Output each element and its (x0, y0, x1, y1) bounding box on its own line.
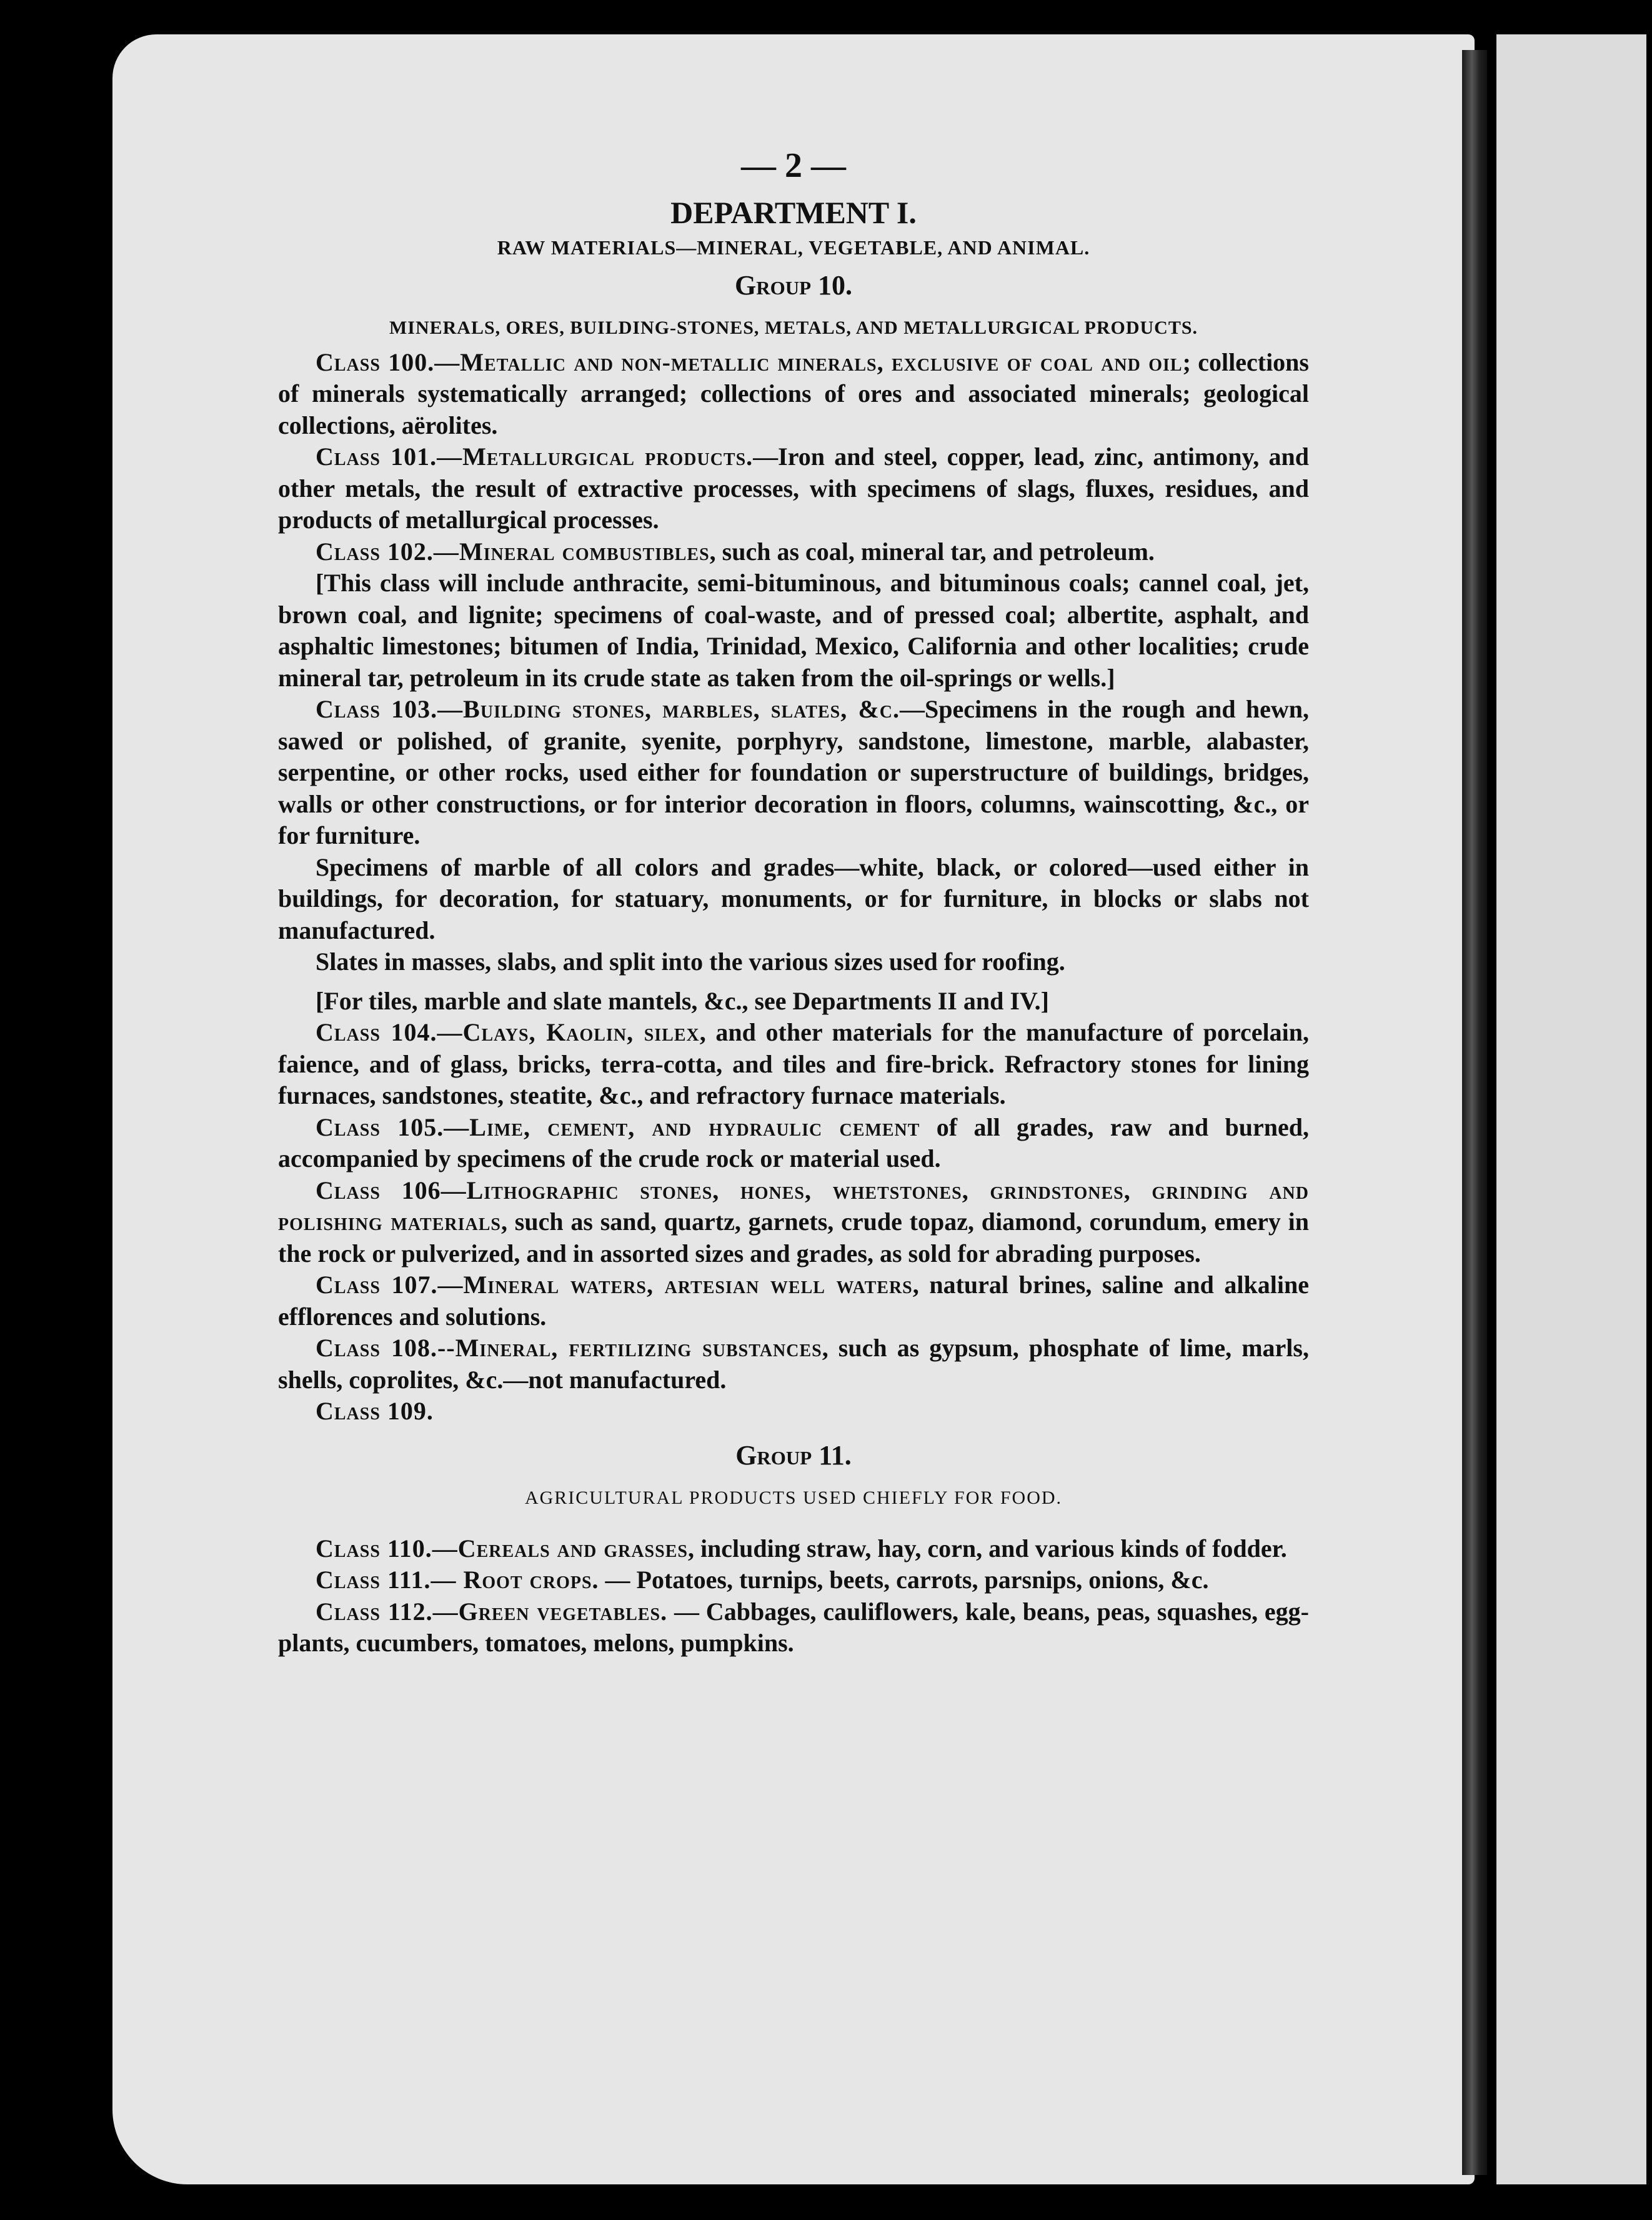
class-description: , and other materials for the manufacture of porcelain, faience, and of glass, bricks, terra-cotta, and tiles and fire-brick. Refractory stones for lining furnaces, sandstones, steatite, &c., and refractory furnace materials. (278, 1018, 1310, 1109)
class-title: Mineral, fertilizing substances (455, 1334, 822, 1362)
class-number: Class 100.— (316, 348, 460, 376)
class-description: , such as sand, quartz, garnets, crude topaz, diamond, corundum, emery in the rock or pulverized, and in assorted sizes and grades, as sold for abrading purposes. (278, 1208, 1309, 1268)
class-number: Class 104.— (316, 1018, 463, 1046)
group-10-entry (278, 1175, 1309, 1270)
class-number: Class 108.-- (316, 1334, 455, 1362)
class-number: Class 106— (316, 1176, 467, 1204)
class-title: Lime, cement, and hydraulic cement (469, 1112, 920, 1141)
department-subtitle: RAW MATERIALS—MINERAL, VEGETABLE, AND ANIMAL. (497, 236, 1090, 259)
group-10-entry (278, 568, 1309, 694)
class-title: Lithographic stones, hones, whetstones, grindstones, grinding and polishing materials (278, 1176, 1309, 1236)
group-11-subtitle: AGRICULTURAL PRODUCTS USED CHIEFLY FOR FOOD. (524, 1488, 1063, 1508)
class-title: Metallic and non-metallic minerals, exclusive of coal and oil (460, 348, 1183, 376)
group-11-entry (278, 1533, 1309, 1565)
class-description: , such as gypsum, phosphate of lime, marls, shells, coprolites, &c.—not manufactured. (278, 1334, 1309, 1394)
class-description: , such as coal, mineral tar, and petroleum. (709, 537, 1155, 566)
class-title: Mineral combustibles (459, 537, 710, 566)
group-10-entry (278, 1396, 1309, 1428)
class-number: Class 102.— (316, 537, 459, 566)
class-description: Slates in masses, slabs, and split into the various sizes used for roofing. (316, 948, 1065, 976)
class-description: of all grades, raw and burned, accompanied by specimens of the crude rock or material used. (278, 1112, 1310, 1172)
class-description: ; collections of minerals systematically arranged; collections of ores and associated minerals; geological collections, aërolites. (278, 348, 1309, 439)
group-10-entry (278, 986, 1309, 1018)
group-10-subtitle: MINERALS, ORES, BUILDING-STONES, METALS, AND METALLURGICAL PRODUCTS. (389, 318, 1198, 338)
group-11-title: Group 11. (735, 1439, 852, 1471)
class-title: Mineral waters, artesian well waters (463, 1271, 913, 1299)
group-11-classes (278, 1533, 1309, 1659)
class-title: Clays, Kaolin, silex (462, 1018, 700, 1046)
group-10-entry (278, 1269, 1309, 1332)
group-10-entry (278, 946, 1309, 978)
class-title: Building stones, marbles, slates, &c. (463, 695, 900, 723)
page-fold-shadow (1462, 50, 1487, 2175)
group-10-classes (278, 347, 1309, 1428)
group-10-entry (278, 1112, 1309, 1175)
class-description: —Specimens in the rough and hewn, sawed or polished, of granite, syenite, porphyry, sandstone, limestone, marble, alabaster, serpentine, or other rocks, used either for foundation or superstructure of buildings, bridges, walls or other constructions, or for interior decoration in floors, columns, wainscotting, &c., or for furniture. (278, 695, 1310, 849)
class-description: , including straw, hay, corn, and various kinds of fodder. (687, 1534, 1287, 1562)
class-number: Class 103.— (316, 695, 464, 723)
class-title: Metallurgical products. (462, 442, 754, 471)
class-title: Root crops. (463, 1566, 599, 1594)
group-10-entry (278, 694, 1309, 852)
class-number: Class 110.— (316, 1534, 458, 1562)
group-10-title: Group 10. (734, 269, 853, 301)
page-content (278, 146, 1310, 1659)
department-title: DEPARTMENT I. (670, 194, 917, 230)
class-number: Class 109. (316, 1397, 434, 1425)
class-number: Class 105.— (316, 1112, 470, 1141)
group-10-entry (278, 852, 1309, 947)
class-number: Class 111.— (316, 1566, 464, 1594)
adjacent-page-edge (1496, 34, 1646, 2184)
class-number: Class 112.— (316, 1597, 459, 1626)
class-number: Class 107.— (316, 1271, 464, 1299)
class-title: Green vegetables. (458, 1597, 668, 1626)
class-description: [For tiles, marble and slate mantels, &c., see Departments II and IV.] (316, 986, 1049, 1015)
class-description: , natural brines, saline and alkaline efflorences and solutions. (278, 1271, 1310, 1331)
class-description: —Iron and steel, copper, lead, zinc, antimony, and other metals, the result of extractive processes, with specimens of slags, fluxes, residues, and products of metallurgical processes. (278, 442, 1309, 534)
group-10-entry (278, 536, 1309, 568)
class-description: — Cabbages, cauliflowers, kale, beans, peas, squashes, egg-plants, cucumbers, tomatoes, melons, pumpkins. (278, 1597, 1309, 1657)
group-10-entry (278, 1017, 1309, 1112)
group-11-entry (278, 1564, 1309, 1596)
class-description: [This class will include anthracite, semi-bituminous, and bituminous coals; cannel coal, jet, brown coal, and lignite; specimens of coal-waste, and of pressed coal; albertite, asphalt, and asphaltic limestones; bitumen of India, Trinidad, Mexico, California and other localities; crude mineral tar, petroleum in its crude state as taken from the oil-springs or wells.] (278, 569, 1309, 692)
class-title: Cereals and grasses (457, 1534, 688, 1562)
group-10-entry (278, 347, 1309, 442)
page-number: — 2 — (741, 146, 846, 185)
group-10-entry (278, 1332, 1309, 1396)
class-description: — Potatoes, turnips, beets, carrots, parsnips, onions, &c. (599, 1566, 1209, 1594)
group-11-entry (278, 1596, 1309, 1659)
group-10-entry (278, 441, 1309, 536)
class-description: Specimens of marble of all colors and grades—white, black, or colored—used either in buildings, for decoration, for statuary, monuments, or for furniture, in blocks or slabs not manufactured. (278, 852, 1309, 944)
class-number: Class 101.— (316, 442, 463, 471)
